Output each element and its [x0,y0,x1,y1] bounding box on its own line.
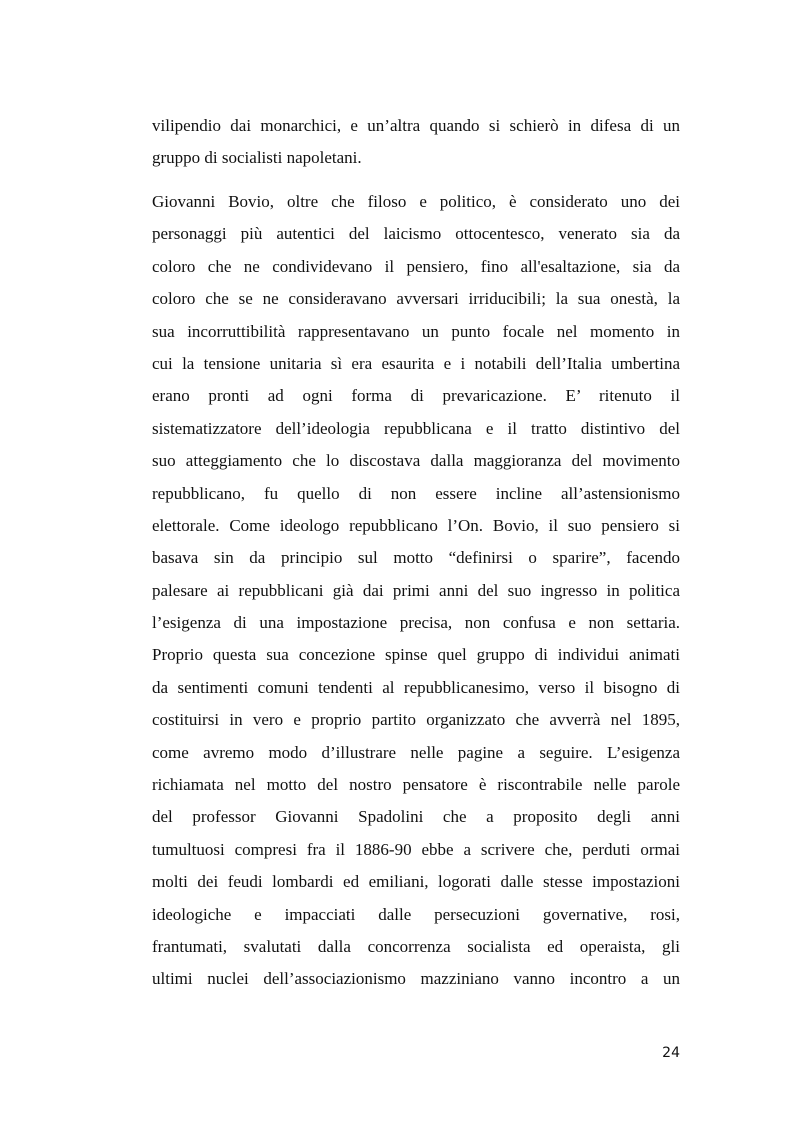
text-line: elettorale. Come ideologo repubblicano l’On. Bovio, il suo pensiero si [152,515,680,535]
page-number: 24 [662,1045,680,1061]
text-line: vilipendio dai monarchici, e un’altra quando si schierò in difesa di un [152,116,680,135]
text-line: Proprio questa sua concezione spinse quel gruppo di individui animati [152,645,680,665]
text-line: sistematizzatore dell’ideologia repubblicana e il tratto distintivo del [152,418,680,438]
text-line: l’esigenza di una impostazione precisa, non confusa e non settaria. [152,613,680,633]
text-line: molti dei feudi lombardi ed emiliani, logorati dalle stesse impostazioni [152,872,680,892]
text-line: basava sin da principio sul motto “definirsi o sparire”, facendo [152,548,680,568]
text-line: personaggi più autentici del laicismo ottocentesco, venerato sia da [152,224,680,244]
paragraph-1 [152,110,680,175]
text-line: sua incorruttibilità rappresentavano un punto focale nel momento in [152,321,680,341]
text-line: coloro che ne condividevano il pensiero, fino all'esaltazione, sia da [152,256,680,276]
text-line: come avremo modo d’illustrare nelle pagine a seguire. L’esigenza [152,742,680,762]
text-line: palesare ai repubblicani già dai primi anni del suo ingresso in politica [152,580,680,600]
text-line: repubblicano, fu quello di non essere incline all’astensionismo [152,483,680,503]
paragraph-2 [152,186,680,996]
text-line: gruppo di socialisti napoletani. [152,148,362,168]
text-line: ideologiche e impacciati dalle persecuzioni governative, rosi, [152,904,680,924]
text-line: suo atteggiamento che lo discostava dalla maggioranza del movimento [152,451,680,471]
text-line: erano pronti ad ogni forma di prevaricazione. E’ ritenuto il [152,386,680,406]
text-line: frantumati, svalutati dalla concorrenza socialista ed operaista, gli [152,936,680,956]
text-line: coloro che se ne consideravano avversari irriducibili; la sua onestà, la [152,289,680,309]
text-line: del professor Giovanni Spadolini che a proposito degli anni [152,807,680,827]
text-line: richiamata nel motto del nostro pensatore è riscontrabile nelle parole [152,775,680,795]
text-line: tumultuosi compresi fra il 1886-90 ebbe a scrivere che, perduti ormai [152,839,680,859]
text-line: ultimi nuclei dell’associazionismo mazziniano vanno incontro a un [152,969,680,989]
text-line: Giovanni Bovio, oltre che filoso e politico, è considerato uno dei [152,192,680,211]
text-line: da sentimenti comuni tendenti al repubblicanesimo, verso il bisogno di [152,677,680,697]
text-line: cui la tensione unitaria sì era esaurita e i notabili dell’Italia umbertina [152,353,680,373]
text-line: costituirsi in vero e proprio partito organizzato che avverrà nel 1895, [152,710,680,730]
